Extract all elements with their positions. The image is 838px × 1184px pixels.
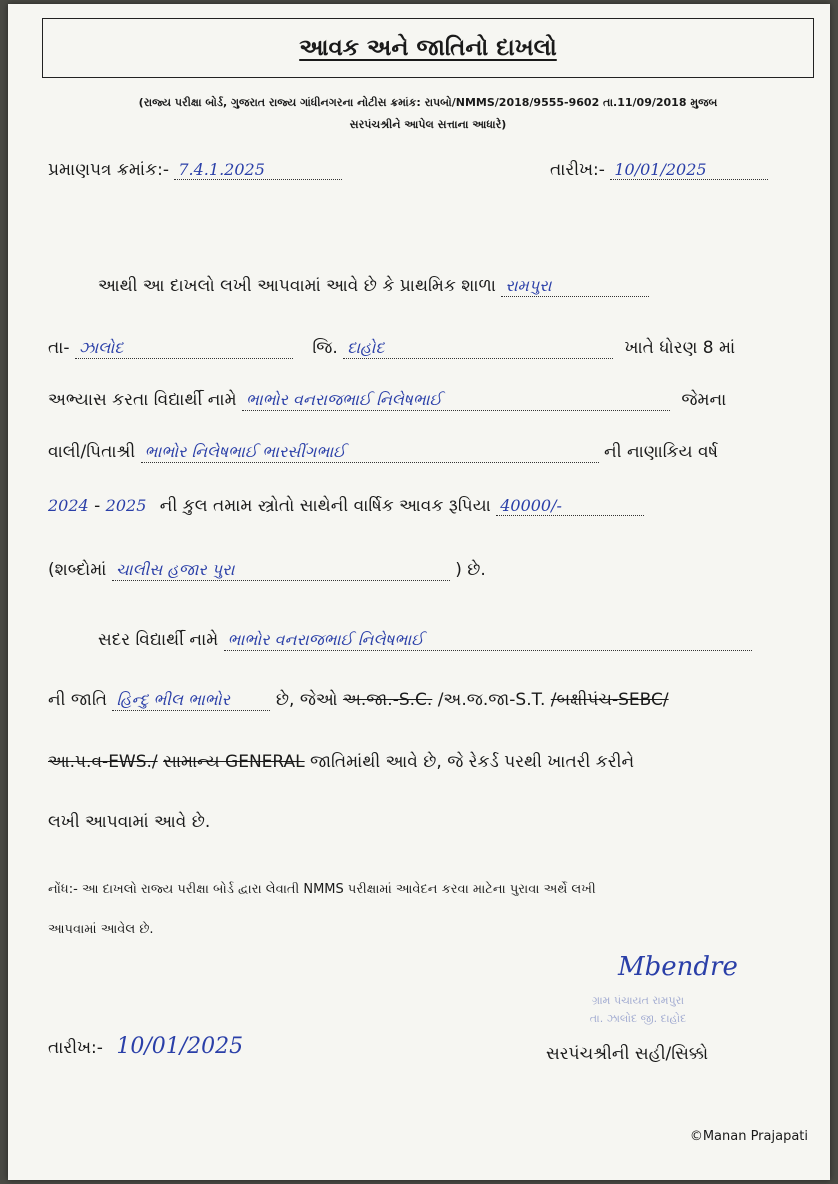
page-title: આવક અને જાતિનો દાખલો bbox=[299, 35, 557, 61]
p2-student-label: સદર વિદ્યાર્થી નામે bbox=[98, 630, 219, 650]
caste-value: હિન્દુ ભીલ ભાભોર bbox=[112, 690, 270, 711]
certificate-number-row bbox=[48, 160, 342, 180]
note-line-1: નોંધ:- આ દાખલો રાજ્ય પરીક્ષા બોર્ડ દ્વારા લેવાતી NMMS પરીક્ષામાં આવેદન કરવા માટેના પુરાવા અર્થે લખી bbox=[48, 882, 596, 897]
sarpanch-signature: Mbendre bbox=[618, 952, 738, 982]
year-to: 2025 bbox=[105, 496, 147, 515]
year-from: 2024 bbox=[48, 496, 89, 515]
p2-student-name: ભાભોર વનરાજભાઈ નિલેષભાઈ bbox=[224, 630, 752, 651]
income-row: 2024 - 2025 ની કુલ તમામ સ્ત્રોતો સાથેની વાર્ષિક આવક રૂપિયા 40000/- bbox=[48, 496, 644, 516]
school-name: રામપુરા bbox=[501, 276, 649, 297]
seal-line-2: તા. ઝાલોદ જી. દાહોદ bbox=[589, 1012, 687, 1025]
note-line-2: આપવામાં આવેલ છે. bbox=[48, 922, 154, 937]
category-st: /અ.જ.જા-S.T. bbox=[437, 690, 546, 710]
jemna-text: જેમના bbox=[681, 390, 727, 410]
category-ews: આ.પ.વ-EWS./ bbox=[48, 752, 158, 772]
caste-mid-text: છે, જેઓ bbox=[275, 690, 338, 710]
student-row bbox=[48, 390, 726, 411]
financial-year-label: ની નાણાકિય વર્ષ bbox=[604, 442, 719, 462]
authority-line-2: સરપંચશ્રીને આપેલ સત્તાના આધારે) bbox=[349, 118, 507, 131]
category-general: સામાન્ય GENERAL bbox=[163, 752, 305, 772]
category-sc: અ.જા.-S.C. bbox=[342, 690, 433, 710]
guardian-label: વાલી/પિતાશ્રી bbox=[48, 442, 136, 462]
taluka-value: ઝાલોદ bbox=[75, 338, 293, 359]
footer-date-value: 10/01/2025 bbox=[116, 1034, 244, 1059]
school-intro-text: આથી આ દાખલો લખી આપવામાં આવે છે કે પ્રાથમિક શાળા bbox=[98, 276, 496, 296]
certificate-date-label: તારીખ:- bbox=[550, 160, 605, 180]
district-value: દાહોદ bbox=[343, 338, 613, 359]
title-box bbox=[42, 18, 814, 78]
income-value: 40000/- bbox=[496, 496, 644, 516]
student-name: ભાભોર વનરાજભાઈ નિલેષભાઈ bbox=[242, 390, 670, 411]
standard-text: ખાતે ધોરણ 8 માં bbox=[624, 338, 736, 358]
taluka-row bbox=[48, 338, 735, 359]
sign-label: સરપંચશ્રીની સહી/સિક્કો bbox=[546, 1044, 709, 1064]
district-label: જિ. bbox=[312, 338, 338, 358]
copyright-text: ©Manan Prajapati bbox=[689, 1129, 808, 1144]
seal-line-1: ગ્રામ પંચાયત રામપુરા bbox=[591, 994, 685, 1007]
school-row bbox=[98, 276, 649, 297]
panchayat-seal bbox=[548, 992, 728, 1028]
words-label: (શબ્દોમાં bbox=[48, 560, 107, 580]
certificate-page bbox=[8, 4, 830, 1180]
income-in-words: ચાલીસ હજાર પુરા bbox=[112, 560, 450, 581]
certificate-date-row bbox=[550, 160, 768, 180]
income-words-row bbox=[48, 560, 486, 581]
p2-student-row bbox=[98, 630, 752, 651]
caste-label: ની જાતિ bbox=[48, 690, 108, 710]
words-end: ) છે. bbox=[455, 560, 486, 580]
caste-row bbox=[48, 690, 669, 711]
guardian-name: ભાભોર નિલેષભાઈ ભારસીંગભાઈ bbox=[141, 442, 599, 463]
authority-line-1: (રાજ્ય પરીક્ષા બોર્ડ, ગુજરાત રાજ્ય ગાંધીનગરના નોટીસ ક્રમાંક: રાપબો/NMMS/2018/9555-9602 તા.11/09/2018 મુજબ bbox=[138, 96, 718, 109]
category-sebc: /બક્ષીપંચ-SEBC/ bbox=[550, 690, 669, 710]
income-text: ની કુલ તમામ સ્ત્રોતો સાથેની વાર્ષિક આવક રૂપિયા bbox=[159, 496, 491, 516]
footer-date-row bbox=[48, 1034, 243, 1059]
certificate-number-label: પ્રમાણપત્ર ક્રમાંક:- bbox=[48, 160, 169, 180]
student-label: અભ્યાસ કરતા વિદ્યાર્થી નામે bbox=[48, 390, 237, 410]
guardian-row bbox=[48, 442, 718, 463]
taluka-label: તા- bbox=[48, 338, 70, 358]
caste-tail-text: જાતિમાંથી આવે છે, જે રેકર્ડ પરથી ખાતરી કરીને bbox=[310, 752, 635, 772]
closing-text: લખી આપવામાં આવે છે. bbox=[48, 812, 211, 832]
certificate-number-value: 7.4.1.2025 bbox=[174, 160, 342, 180]
certificate-date-value: 10/01/2025 bbox=[610, 160, 768, 180]
authority-reference bbox=[48, 92, 808, 136]
closing-row bbox=[48, 812, 210, 832]
category-row-2 bbox=[48, 752, 634, 772]
footer-date-label: તારીખ:- bbox=[48, 1038, 103, 1058]
